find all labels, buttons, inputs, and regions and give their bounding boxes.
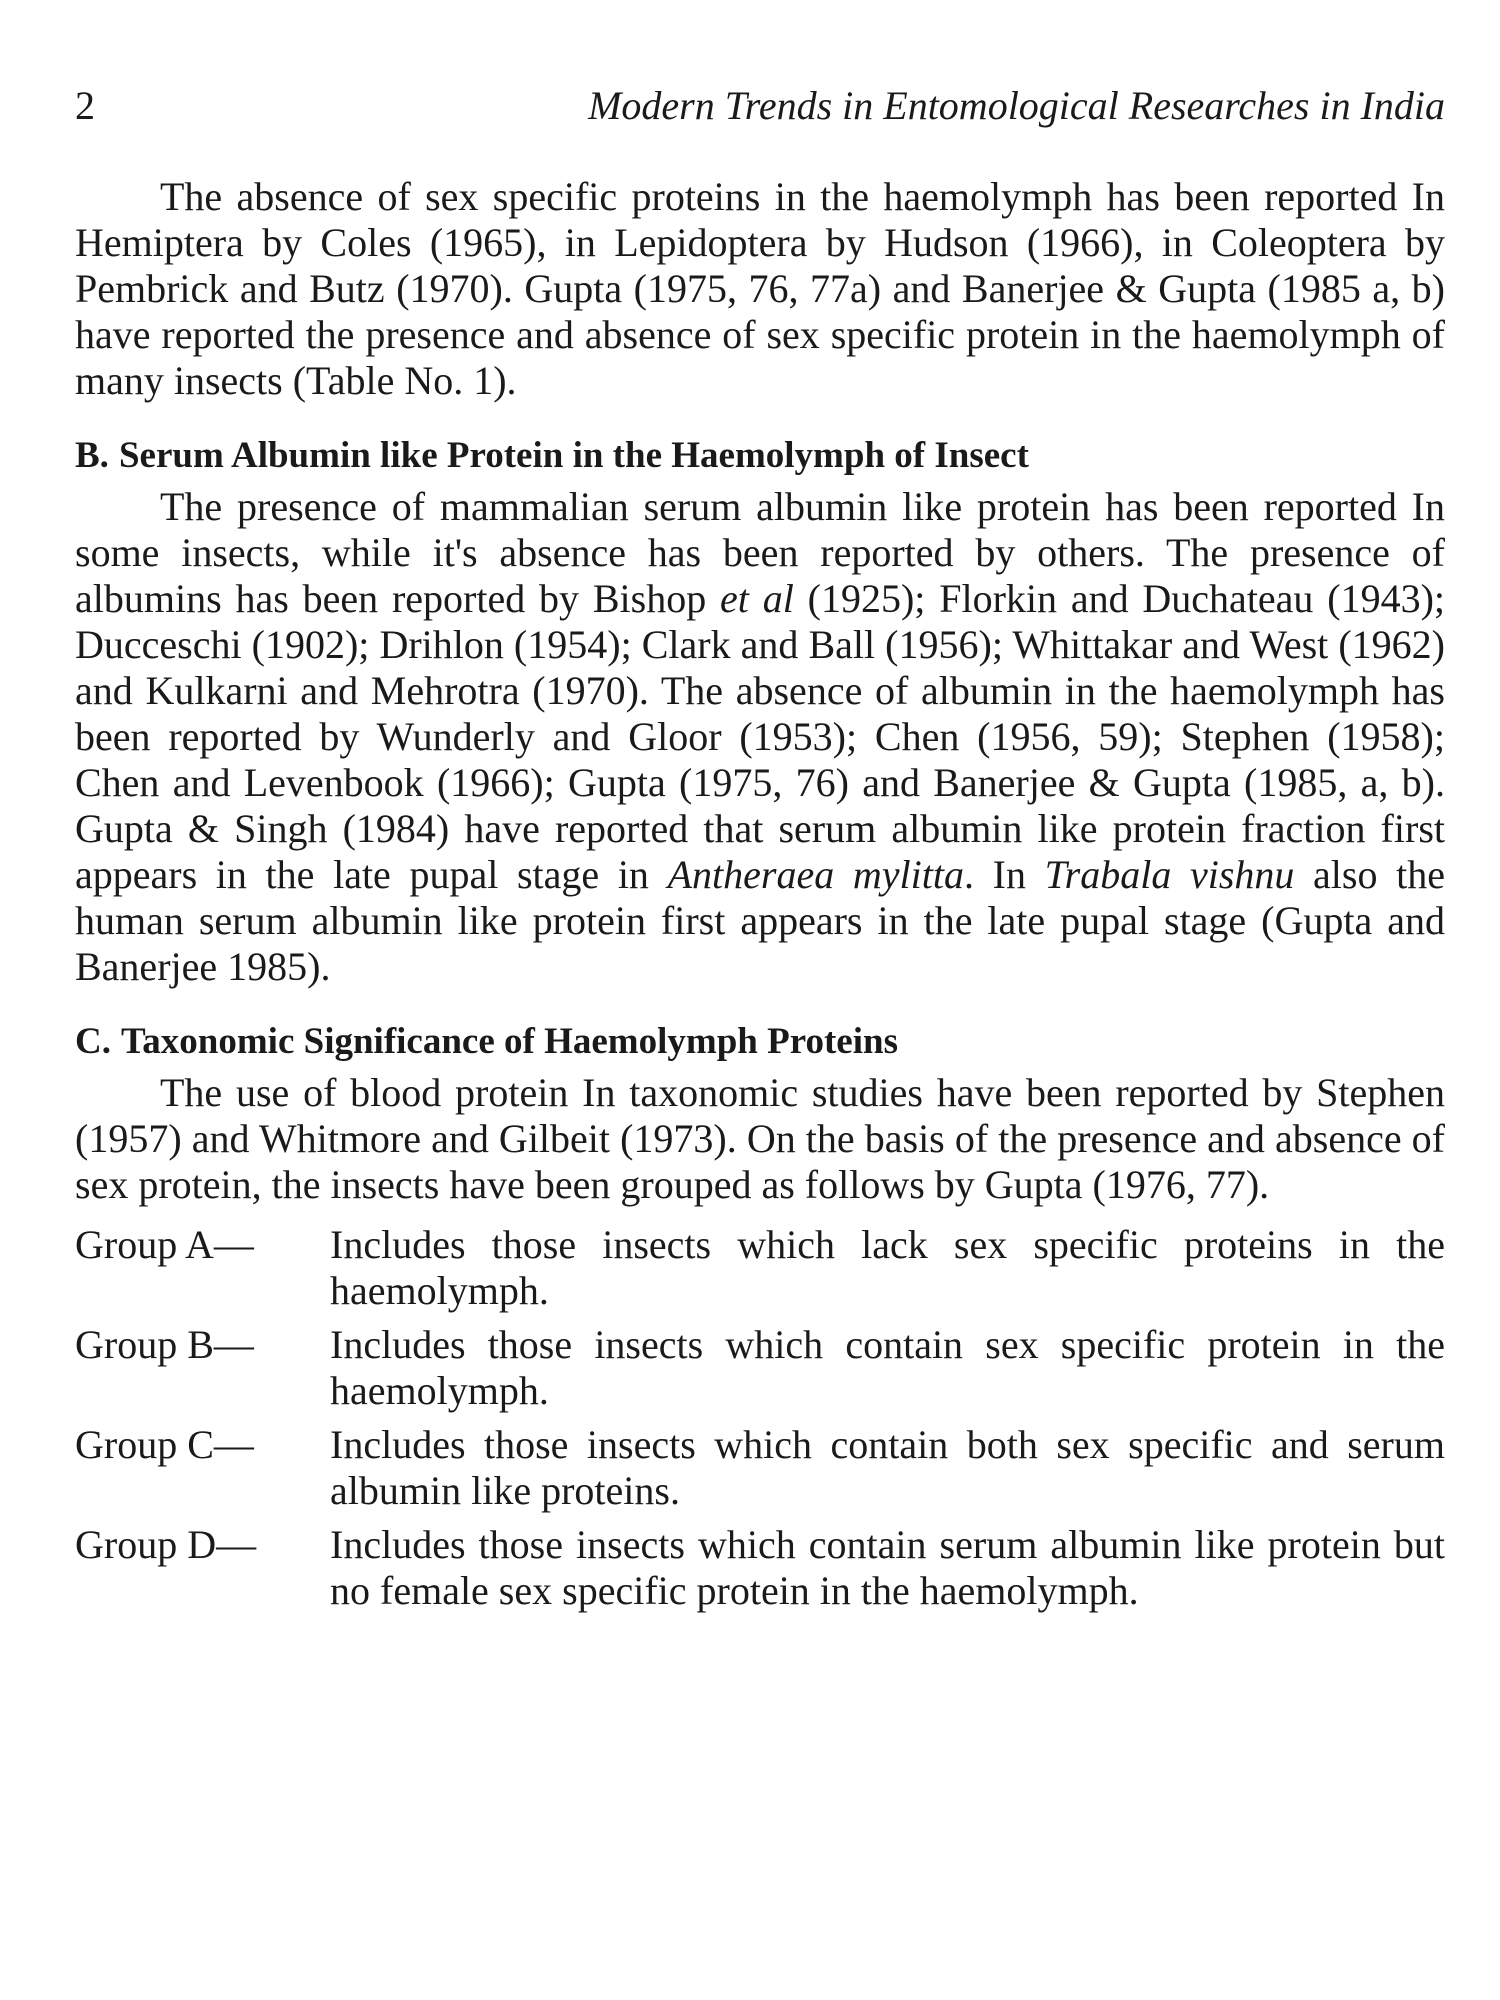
et-al: et al (720, 576, 794, 621)
page-number: 2 (75, 83, 95, 128)
book-page (75, 80, 1445, 1622)
section-b-text-2: (1925); Florkin and Duchateau (1943); Ducceschi (1902); Drihlon (1954); Clark and Ball (1956); Whittakar and West (1962) and Kulkarni and Mehrotra (1970). The absence of albumin in the haemolymph has been reported by Wunderly and Gloor (1953); Chen (1956, 59); Stephen (1958); Chen and Levenbook (1966); Gupta (1975, 76) and Banerjee & Gupta (1985, a, b). Gupta & Singh (1984) have reported that serum albumin like protein fraction first appears in the late pupal stage in (75, 576, 1446, 897)
section-b-letter: B. (75, 435, 109, 476)
group-item (75, 1322, 1445, 1414)
group-label: Group A— (75, 1222, 254, 1267)
section-c-paragraph: The use of blood protein In taxonomic studies have been reported by Stephen (1957) and Whitmore and Gilbeit (1973). On the basis of the presence and absence of sex protein, the insects have been grouped as follows by Gupta (1976, 77). (75, 1070, 1445, 1207)
group-description: Includes those insects which contain serum albumin like protein but no female sex specific protein in the haemolymph. (330, 1522, 1445, 1613)
section-b-title: Serum Albumin like Protein in the Haemolymph of Insect (118, 435, 1029, 476)
group-description: Includes those insects which contain both sex specific and serum albumin like proteins. (330, 1422, 1445, 1513)
section-b-text-3: . In (963, 852, 1045, 897)
group-description: Includes those insects which lack sex specific proteins in the haemolymph. (330, 1222, 1445, 1313)
group-label: Group B— (75, 1322, 254, 1367)
group-list (75, 1222, 1445, 1614)
species-antheraea: Antheraea mylitta (667, 852, 964, 897)
group-label: Group C— (75, 1422, 254, 1467)
section-c-title: Taxonomic Significance of Haemolymph Proteins (120, 1021, 898, 1062)
group-item (75, 1522, 1445, 1614)
group-item (75, 1422, 1445, 1514)
section-b-heading (75, 434, 1445, 478)
group-item (75, 1222, 1445, 1314)
page-header (75, 80, 1445, 140)
section-b-text-1: The presence of mammalian serum albumin like protein has been reported In some insects, while it's absence has been reported by others. The presence of albumins has been reported by Bishop (75, 484, 1445, 621)
section-b-text-4: also the human serum albumin like protein first appears in the late pupal stage (Gupta and Banerjee 1985). (75, 852, 1446, 989)
running-title: Modern Trends in Entomological Researches in India (588, 83, 1445, 128)
species-trabala: Trabala vishnu (1044, 852, 1295, 897)
intro-paragraph: The absence of sex specific proteins in the haemolymph has been reported In Hemiptera by Coles (1965), in Lepidoptera by Hudson (1966), in Coleoptera by Pembrick and Butz (1970). Gupta (1975, 76, 77a) and Banerjee & Gupta (1985 a, b) have reported the presence and absence of sex specific protein in the haemolymph of many insects (Table No. 1). (75, 174, 1445, 403)
group-description: Includes those insects which contain sex specific protein in the haemolymph. (330, 1322, 1445, 1413)
section-b-paragraph (75, 484, 1445, 990)
section-c-letter: C. (75, 1021, 111, 1062)
group-label: Group D— (75, 1522, 257, 1567)
section-c-heading (75, 1020, 1445, 1064)
